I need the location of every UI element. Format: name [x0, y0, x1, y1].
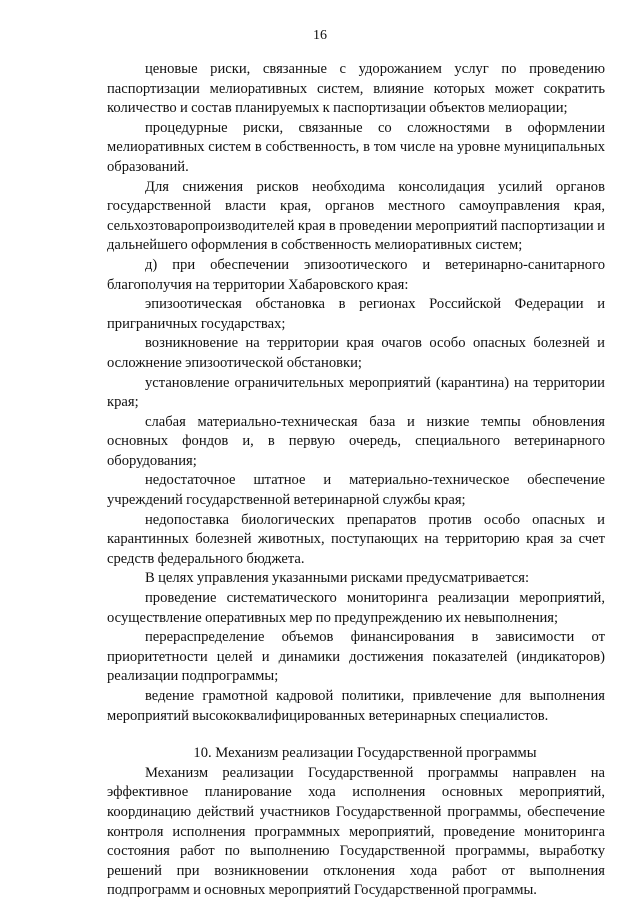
page-number: 16 — [313, 28, 327, 43]
list-item-monitoring: проведение систематического мониторинга реализации мероприятий, осуществление оперативных мер по предупреждению их невыполнения; — [107, 590, 605, 626]
section-heading: 10. Механизм реализации Государственной программы — [193, 745, 537, 762]
list-item-redistribution: перераспределение объемов финансирования в зависимости от приоритетности целей и динамики достижения показателей (индикаторов) реализации подпрограммы; — [107, 629, 605, 685]
paragraph-management-intro: В целях управления указанными рисками предусматривается: — [145, 570, 530, 587]
list-item-material-base: слабая материально-техническая база и низкие темпы обновления основных фондов и, в первую очередь, специального ветеринарного оборудования; — [107, 413, 605, 469]
list-item-quarantine: установление ограничительных мероприятий (карантина) на территории края; — [107, 374, 605, 411]
list-item-biological-supply: недопоставка биологических препаратов против особо опасных и карантинных болезней животных, поступающих на территорию края за счет средств федерального бюджета. — [107, 511, 605, 567]
list-item-personnel-policy: ведение грамотной кадровой политики, привлечение для выполнения мероприятий высококвалифицированных ветеринарных специалистов. — [107, 688, 605, 724]
list-item-epizootic-situation: эпизоотическая обстановка в регионах Российской Федерации и приграничных государствах; — [107, 296, 605, 332]
paragraph-procedural-risks: процедурные риски, связанные со сложностями в оформлении мелиоративных систем в собственность, в том числе на уровне муниципальных образований. — [107, 119, 605, 175]
list-item-disease-outbreaks: возникновение на территории края очагов особо опасных болезней и осложнение эпизоотической обстановки; — [107, 335, 605, 371]
paragraph-epizootic-intro: д) при обеспечении эпизоотического и ветеринарно-санитарного благополучия на территории Хабаровского края: — [107, 256, 605, 293]
section-paragraph: Механизм реализации Государственной программы направлен на эффективное планирование хода исполнения основных мероприятий, координацию действий участников Государственной программы, обеспечение контроля исполнения программных мероприятий, проведение мониторинга состояния работ по выполнению Государственной программы, выработку решений при возникновении отклонения хода работ от выполнения подпрограмм и основных мероприятий Государственной программы. — [107, 764, 605, 899]
page-body — [107, 60, 605, 901]
paragraph-risk-mitigation: Для снижения рисков необходима консолидация усилий органов государственной власти края, органов местного самоуправления края, сельхозтоваропроизводителей края в проведении мероприятий паспортизации и дальнейшего оформления в собственность мелиоративных систем; — [107, 178, 605, 254]
list-item-staffing: недостаточное штатное и материально-техническое обеспечение учреждений государственной ветеринарной службы края; — [107, 472, 605, 509]
paragraph-price-risks: ценовые риски, связанные с удорожанием услуг по проведению паспортизации мелиоративных систем, влияние которых может сократить количество и состав планируемых к паспортизации объектов мелиорации; — [107, 61, 605, 117]
